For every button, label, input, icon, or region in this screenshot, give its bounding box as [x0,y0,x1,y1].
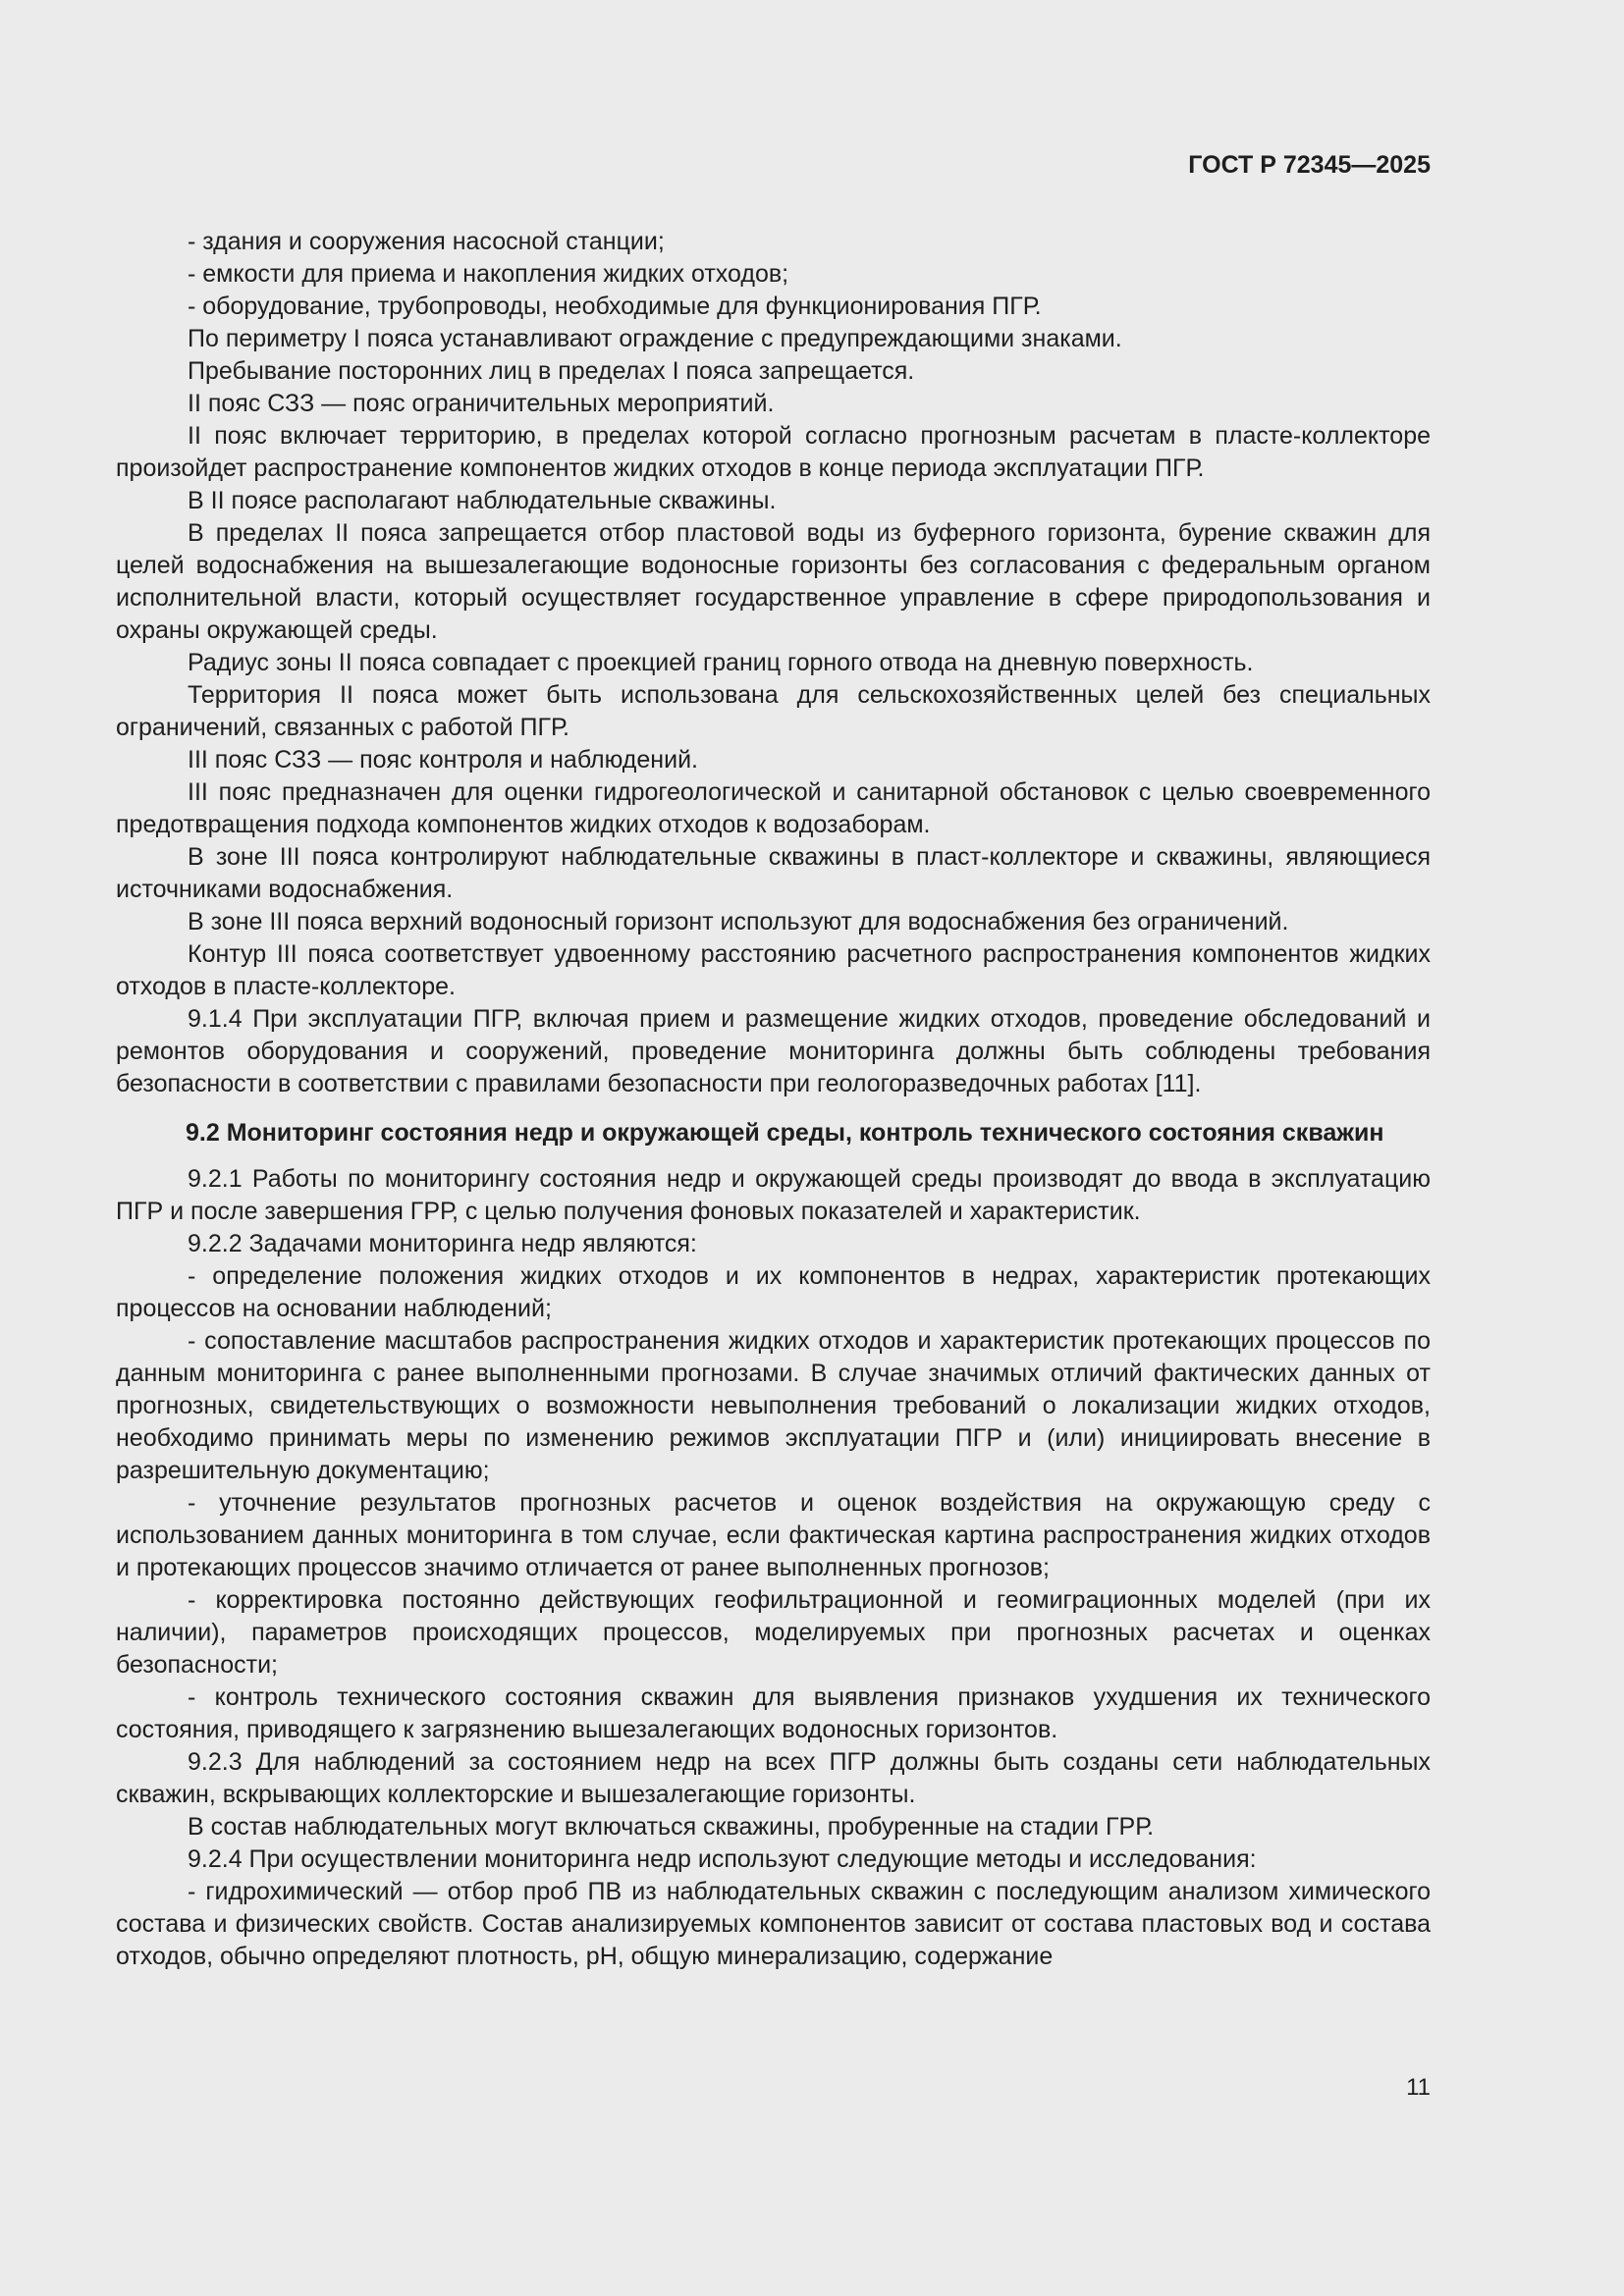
paragraph: В зоне III пояса верхний водоносный горизонт используют для водоснабжения без ограничений. [188,908,1289,935]
paragraph: - гидрохимический — отбор проб ПВ из наблюдательных скважин с последующим анализом химического состава и физических свойств. Состав анализируемых компонентов зависит от состава пластовых вод и состава отходов, обычно определяют плотность, pH, общую минерализацию, содержание [116,1878,1431,1970]
paragraph: - оборудование, трубопроводы, необходимые для функционирования ПГР. [188,293,1042,320]
paragraph: В пределах II пояса запрещается отбор пластовой воды из буферного горизонта, бурение скважин для целей водоснабжения на вышезалегающие водоносные горизонты без согласования с федеральным органом исполнительной власти, который осуществляет государственное управление в сфере природопользования и охраны окружающей среды. [116,519,1431,644]
paragraph: - емкости для приема и накопления жидких отходов; [188,260,789,288]
section-heading: 9.2 Мониторинг состояния недр и окружающей среды, контроль технического состояния скважин [186,1119,1384,1147]
document-code-header: ГОСТ Р 72345—2025 [1188,151,1431,179]
paragraph: - здания и сооружения насосной станции; [188,228,665,255]
paragraph: В состав наблюдательных могут включаться скважины, пробуренные на стадии ГРР. [188,1813,1155,1841]
paragraph: 9.2.4 При осуществлении мониторинга недр используют следующие методы и исследования: [188,1845,1257,1873]
paragraph: 9.2.2 Задачами мониторинга недр являются: [188,1230,697,1257]
page-number: 11 [1406,2074,1431,2101]
paragraph: III пояс предназначен для оценки гидрогеологической и санитарной обстановок с целью своевременного предотвращения подхода компонентов жидких отходов к водозаборам. [116,778,1431,838]
paragraph: 9.2.3 Для наблюдений за состоянием недр на всех ПГР должны быть созданы сети наблюдательных скважин, вскрывающих коллекторские и вышезалегающие горизонты. [116,1748,1431,1808]
paragraph: - контроль технического состояния скважин для выявления признаков ухудшения их технического состояния, приводящего к загрязнению вышезалегающих водоносных горизонтов. [116,1683,1431,1743]
paragraph: II пояс включает территорию, в пределах которой согласно прогнозным расчетам в пласте-коллекторе произойдет распространение компонентов жидких отходов в конце периода эксплуатации ПГР. [116,422,1431,482]
paragraph: Контур III пояса соответствует удвоенному расстоянию расчетного распространения компонентов жидких отходов в пласте-коллекторе. [116,940,1431,1000]
paragraph: В II поясе располагают наблюдательные скважины. [188,487,777,514]
paragraph: - уточнение результатов прогнозных расчетов и оценок воздействия на окружающую среду с использованием данных мониторинга в том случае, если фактическая картина распространения жидких отходов и протекающих процессов значимо отличается от ранее выполненных прогнозов; [116,1489,1431,1581]
paragraph: III пояс СЗЗ — пояс контроля и наблюдений. [188,746,698,774]
document-body [116,226,1431,1973]
paragraph: Пребывание посторонних лиц в пределах I пояса запрещается. [188,357,915,385]
paragraph: Территория II пояса может быть использована для сельскохозяйственных целей без специальных ограничений, связанных с работой ПГР. [116,681,1431,741]
paragraph: - определение положения жидких отходов и их компонентов в недрах, характеристик протекающих процессов на основании наблюдений; [116,1262,1431,1322]
paragraph: В зоне III пояса контролируют наблюдательные скважины в пласт-коллекторе и скважины, являющиеся источниками водоснабжения. [116,843,1431,903]
paragraph: Радиус зоны II пояса совпадает с проекцией границ горного отвода на дневную поверхность. [188,649,1254,676]
paragraph: - корректировка постоянно действующих геофильтрационной и геомиграционных моделей (при их наличии), параметров происходящих процессов, моделируемых при прогнозных расчетах и оценках безопасности; [116,1586,1431,1679]
paragraph: - сопоставление масштабов распространения жидких отходов и характеристик протекающих процессов по данным мониторинга с ранее выполненными прогнозами. В случае значимых отличий фактических данных от прогнозных, свидетельствующих о возможности невыполнения требований о локализации жидких отходов, необходимо принимать меры по изменению режимов эксплуатации ПГР и (или) инициировать внесение в разрешительную документацию; [116,1327,1431,1484]
paragraph: II пояс СЗЗ — пояс ограничительных мероприятий. [188,390,775,417]
paragraph: 9.1.4 При эксплуатации ПГР, включая прием и размещение жидких отходов, проведение обследований и ремонтов оборудования и сооружений, проведение мониторинга должны быть соблюдены требования безопасности в соответствии с правилами безопасности при геологоразведочных работах [11]. [116,1005,1431,1097]
paragraph: По периметру I пояса устанавливают ограждение с предупреждающими знаками. [188,325,1122,352]
paragraph: 9.2.1 Работы по мониторингу состояния недр и окружающей среды производят до ввода в эксплуатацию ПГР и после завершения ГРР, с целью получения фоновых показателей и характеристик. [116,1165,1431,1225]
